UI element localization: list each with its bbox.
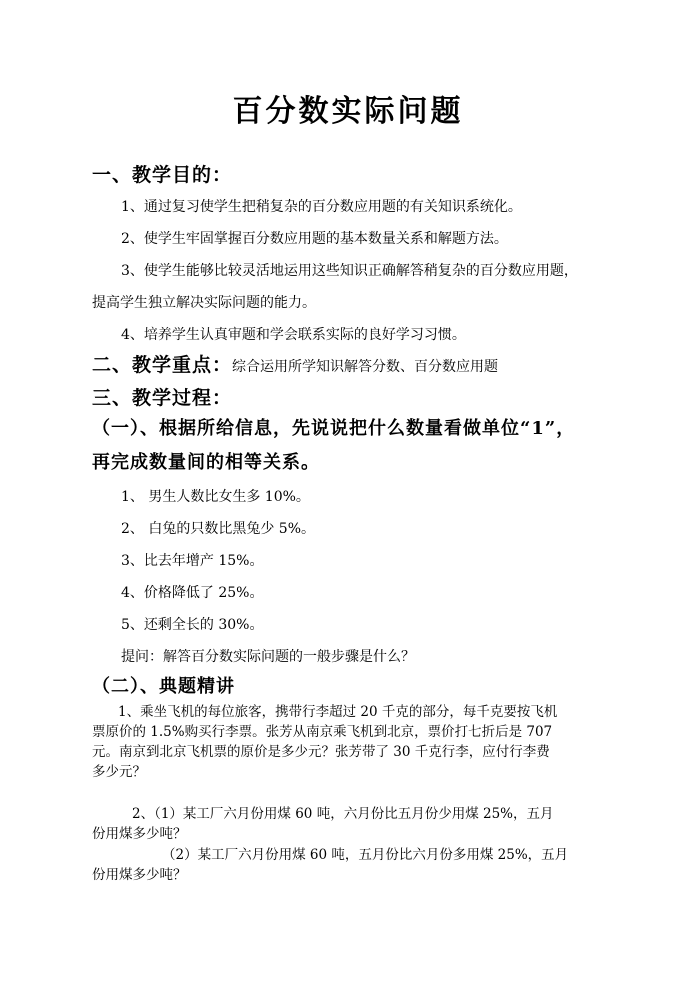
page-title: 百分数实际问题 bbox=[232, 94, 464, 129]
part2-heading: （二）、典题精讲 bbox=[92, 676, 235, 697]
problem1-line4: 多少元？ bbox=[92, 764, 146, 780]
list-item: 4、价格降低了 25%。 bbox=[121, 585, 264, 601]
section-heading-process: 三、教学过程： bbox=[92, 387, 233, 409]
part1-heading-line1: （一）、根据所给信息，先说说把什么数量看做单位“1”， bbox=[92, 418, 576, 439]
objective-item-2: 2、使学生牢固掌握百分数应用题的基本数量关系和解题方法。 bbox=[121, 231, 508, 247]
section-key-points bbox=[92, 350, 498, 377]
list-item: 2、 白兔的只数比黑兔少 5%。 bbox=[121, 521, 316, 537]
section-heading-objectives: 一、教学目的： bbox=[92, 164, 233, 186]
question-text: 提问：解答百分数实际问题的一般步骤是什么？ bbox=[121, 649, 415, 665]
problem2-part2-line2: 份用煤多少吨？ bbox=[92, 867, 187, 883]
list-item: 5、还剩全长的 30%。 bbox=[121, 617, 264, 633]
objective-item-3-continued: 提高学生独立解决实际问题的能力。 bbox=[92, 295, 316, 311]
problem1-line2: 票原价的 1.5%购买行李票。张芳从南京乘飞机到北京，票价打七折后是 707 bbox=[92, 724, 553, 740]
problem2-part1-line1: 2、（1）某工厂六月份用煤 60 吨，六月份比五月份少用煤 25%，五月 bbox=[132, 806, 554, 822]
list-item: 1、 男生人数比女生多 10%。 bbox=[121, 489, 310, 505]
part1-heading-line2: 再完成数量间的相等关系。 bbox=[92, 452, 320, 473]
objective-item-3: 3、使学生能够比较灵活地运用这些知识正确解答稍复杂的百分数应用题， bbox=[121, 263, 578, 279]
key-points-content: 综合运用所学知识解答分数、百分数应用题 bbox=[232, 359, 499, 375]
objective-item-4: 4、培养学生认真审题和学会联系实际的良好学习习惯。 bbox=[121, 327, 466, 343]
section-heading-key-points: 二、教学重点： bbox=[92, 354, 233, 376]
problem2-part1-line2: 份用煤多少吨？ bbox=[92, 826, 187, 842]
problem2-part2-line1: （2）某工厂六月份用煤 60 吨，五月份比六月份多用煤 25%，五月 bbox=[162, 847, 569, 863]
list-item: 3、比去年增产 15%。 bbox=[121, 553, 264, 569]
problem1-line3: 元。南京到北京飞机票的原价是多少元？张芳带了 30 千克行李，应付行李费 bbox=[92, 744, 550, 760]
objective-item-1: 1、通过复习使学生把稍复杂的百分数应用题的有关知识系统化。 bbox=[121, 199, 522, 215]
problem1-line1: 1、乘坐飞机的每位旅客，携带行李超过 20 千克的部分，每千克要按飞机 bbox=[118, 704, 558, 720]
